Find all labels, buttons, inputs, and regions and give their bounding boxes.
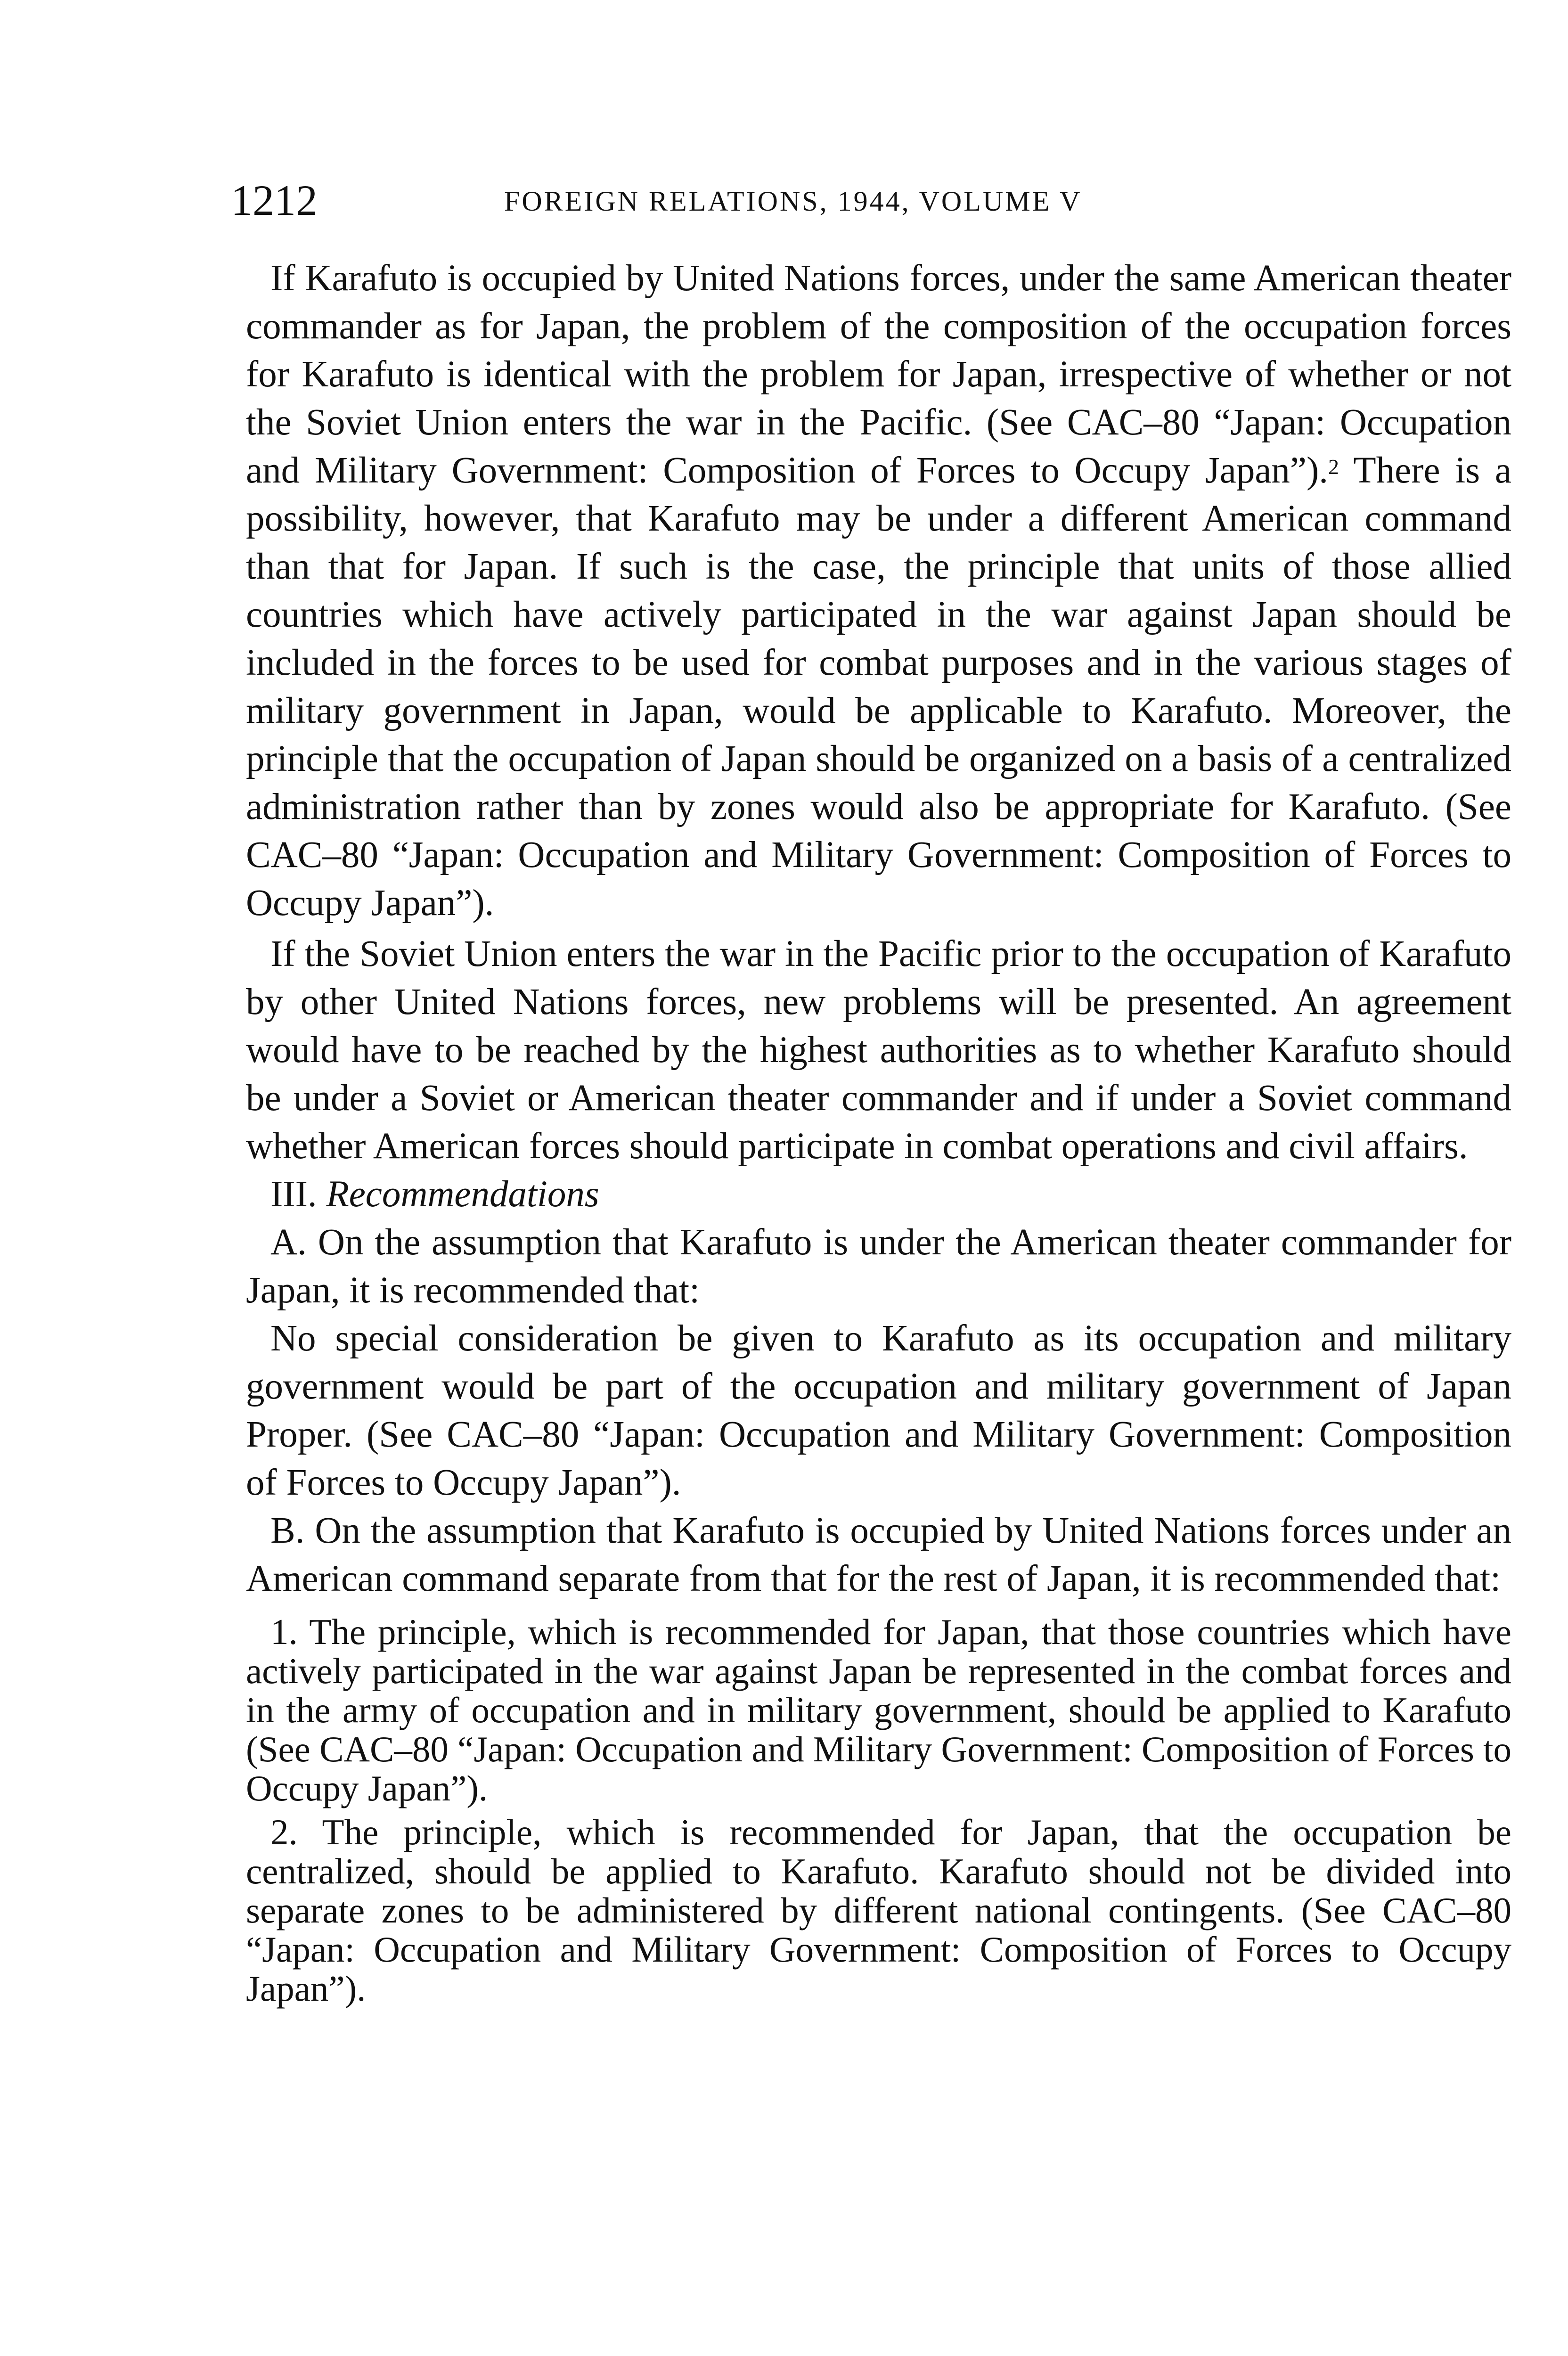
paragraph-text: If Karafuto is occupied by United Nations forces, under the same American theater commander as for Japan, the problem of the composition of the occupation forces for Karafuto is identical with the problem for Japan, irrespective of whether or not the Soviet Union enters the war in the Pacific. (See CAC–80 “Japan: Occupation and Military Government: Composition of Forces to Occupy Japan”). <box>246 258 1511 491</box>
paragraph-text: There is a possibility, however, that Karafuto may be under a different American command than that for Japan. If such is the case, the principle that units of those allied countries which have actively participated in the war against Japan should be included in the forces to be used for combat purposes and in the various stages of military government in Japan, would be applicable to Karafuto. Moreover, the principle that the occupation of Japan should be organized on a basis of a centralized administration rather than by zones would also be appropriate for Karafuto. (See CAC–80 “Japan: Occupation and Military Government: Composition of Forces to Occupy Japan”). <box>246 450 1511 924</box>
list-item: 2. The principle, which is recommended for Japan, that the occupation be centralized, should be applied to Karafuto. Karafuto should not be divided into separate zones to be administered by different national contingents. (See CAC–80 “Japan: Occupation and Military Government: Composition of Forces to Occupy Japan”). <box>246 1812 1511 2009</box>
recommendation-a-text: No special consideration be given to Karafuto as its occupation and military government would be part of the occupation and military government of Japan Proper. (See CAC–80 “Japan: Occupation and Military Government: Composition of Forces to Occupy Japan”). <box>246 1318 1511 1503</box>
paragraph-soviet-entry: If the Soviet Union enters the war in the Pacific prior to the occupation of Karafuto by other United Nations forces, new problems will be presented. An agreement would have to be reached by the highest authorities as to whether Karafuto should be under a Soviet or American theater commander and if under a Soviet command whether American forces should participate in combat operations and civil affairs. <box>246 933 1511 1167</box>
section-number: III. <box>270 1174 317 1215</box>
list-item: 1. The principle, which is recommended for Japan, that those countries which have actively participated in the war against Japan be represented in the combat forces and in the army of occupation and in military government, should be applied to Karafuto (See CAC–80 “Japan: Occupation and Military Government: Composition of Forces to Occupy Japan”). <box>246 1612 1511 1808</box>
running-title: FOREIGN RELATIONS, 1944, VOLUME V <box>504 186 1082 217</box>
recommendation-b-list <box>246 1612 1511 2008</box>
section-title: Recommendations <box>326 1174 599 1215</box>
page-header <box>231 174 1291 226</box>
recommendation-a-intro: A. On the assumption that Karafuto is under the American theater commander for Japan, it is recommended that: <box>246 1222 1511 1311</box>
footnote-reference: 2 <box>1328 455 1339 479</box>
recommendation-b-intro: B. On the assumption that Karafuto is occupied by United Nations forces under an American command separate from that for the rest of Japan, it is recommended that: <box>246 1510 1511 1599</box>
page-number: 1212 <box>231 176 318 224</box>
document-body <box>246 254 1511 2008</box>
paragraph-karafuto-occupation <box>246 254 1511 927</box>
section-heading <box>246 1170 1511 1219</box>
